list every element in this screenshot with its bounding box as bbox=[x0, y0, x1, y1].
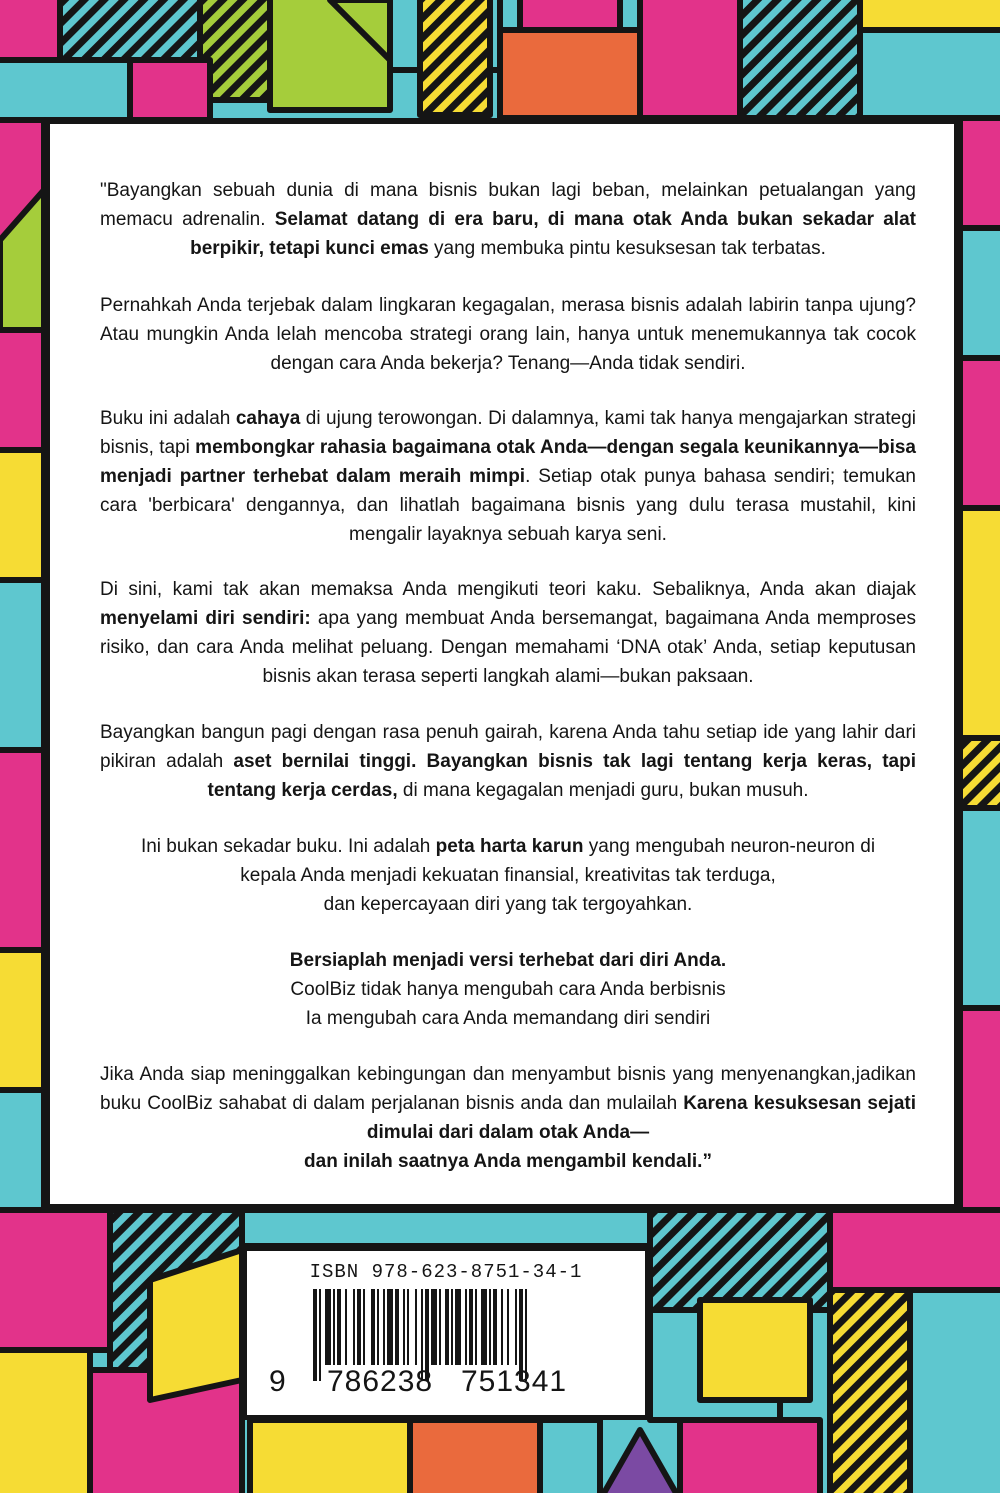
paragraph-8-body: Jika Anda siap meninggalkan kebingungan dan menyambut bisnis yang menyenangkan,jadikan buku CoolBiz sahabat di dalam perjalanan bisnis anda dan mulailah Karena kesuksesan sejati dimulai dari dalam otak Anda— bbox=[100, 1064, 917, 1143]
barcode-bar bbox=[501, 1289, 503, 1365]
paragraph-6-line-2: kepala Anda menjadi kekuatan finansial, kreativitas tak terduga, bbox=[240, 865, 776, 886]
barcode-bar bbox=[387, 1289, 393, 1365]
barcode-bar bbox=[475, 1289, 477, 1365]
barcode-lead-digit: 9 bbox=[269, 1365, 287, 1398]
blurb-paragraph-3: Buku ini adalah cahaya di ujung terowongan. Di dalamnya, kami tak hanya mengajarkan strategi bisnis, tapi membongkar rahasia bagaimana otak Anda—dengan segala keunikannya—bisa menjadi partner terhebat dalam meraih mimpi. Setiap otak punya bahasa sendiri; temukan cara 'berbicara' dengannya, dan lihatlah bagaimana bisnis yang dulu terasa mustahil, kini mengalir layaknya sebuah karya seni. bbox=[100, 408, 917, 545]
blurb-paragraph-6 bbox=[100, 832, 916, 919]
paragraph-7-line-2: CoolBiz tidak hanya mengubah cara Anda berbisnis bbox=[290, 979, 726, 1000]
barcode-digits-right: 751341 bbox=[461, 1365, 568, 1398]
paragraph-7-line-3: Ia mengubah cara Anda memandang diri sendiri bbox=[305, 1008, 711, 1029]
blurb-paragraph-8 bbox=[100, 1060, 916, 1176]
barcode-bar bbox=[515, 1289, 517, 1365]
barcode-bar bbox=[333, 1289, 335, 1365]
barcode-bar bbox=[353, 1289, 355, 1365]
barcode-bar bbox=[363, 1289, 365, 1365]
barcode-bar bbox=[489, 1289, 491, 1365]
barcode-bar bbox=[403, 1289, 405, 1365]
barcode-bar bbox=[507, 1289, 509, 1365]
barcode-bar bbox=[439, 1289, 441, 1365]
isbn-barcode bbox=[242, 1246, 650, 1420]
paragraph-6-line-1: Ini bukan sekadar buku. Ini adalah peta harta karun yang mengubah neuron-neuron di bbox=[140, 836, 876, 857]
barcode-bar bbox=[493, 1289, 497, 1365]
barcode-bar bbox=[431, 1289, 437, 1365]
barcode-bar bbox=[451, 1289, 453, 1365]
barcode-bar bbox=[481, 1289, 487, 1365]
barcode-bar bbox=[325, 1289, 331, 1365]
blurb-paragraph-4: Di sini, kami tak akan memaksa Anda mengikuti teori kaku. Sebaliknya, Anda akan diajak menyelami diri sendiri: apa yang membuat Anda bersemangat, bagaimana Anda memproses risiko, dan cara Anda melihat peluang. Dengan memahami ‘DNA otak’ Anda, setiap keputusan bisnis akan terasa seperti langkah alami—bukan paksaan. bbox=[100, 579, 916, 687]
barcode-bar bbox=[345, 1289, 347, 1365]
barcode-bar bbox=[319, 1289, 321, 1381]
barcode-bar bbox=[469, 1289, 473, 1365]
barcode-bar bbox=[395, 1289, 399, 1365]
barcode-bar bbox=[357, 1289, 361, 1365]
barcode-bar bbox=[415, 1289, 417, 1365]
blurb-paragraph-5: Bayangkan bangun pagi dengan rasa penuh gairah, karena Anda tahu setiap ide yang lahir dari pikiran adalah aset bernilai tinggi. Bayangkan bisnis tak lagi tentang kerja keras, tapi tentang kerja cerdas, di mana kegagalan menjadi guru, bukan musuh. bbox=[100, 722, 916, 801]
blurb-paragraph-2: Pernahkah Anda terjebak dalam lingkaran kegagalan, merasa bisnis adalah labirin tanpa ujung? Atau mungkin Anda lelah mencoba strategi orang lain, hanya untuk menemukannya tak cocok dengan cara Anda bekerja? Tenang—Anda tidak sendiri. bbox=[100, 295, 916, 374]
blurb-text-panel bbox=[44, 118, 960, 1210]
barcode-bar bbox=[337, 1289, 341, 1365]
barcode-digits-left: 786238 bbox=[327, 1365, 434, 1398]
isbn-number: ISBN 978-623-8751-34-1 bbox=[309, 1261, 583, 1283]
barcode-bar bbox=[383, 1289, 385, 1365]
barcode-bar bbox=[407, 1289, 409, 1365]
barcode-bar bbox=[455, 1289, 461, 1365]
blurb-paragraph-1: "Bayangkan sebuah dunia di mana bisnis bukan lagi beban, melainkan petualangan yang memacu adrenalin. Selamat datang di era baru, di mana otak Anda bukan sekadar alat berpikir, tetapi kunci emas yang membuka pintu kesuksesan tak terbatas. bbox=[100, 180, 916, 259]
paragraph-6-line-3: dan kepercayaan diri yang tak tergoyahkan. bbox=[323, 894, 693, 915]
paragraph-8-closing-line: dan inilah saatnya Anda mengambil kendali.” bbox=[304, 1151, 712, 1172]
paragraph-7-headline: Bersiaplah menjadi versi terhebat dari diri Anda. bbox=[289, 950, 727, 971]
blurb-paragraph-7 bbox=[100, 946, 916, 1033]
barcode-bar bbox=[313, 1289, 317, 1381]
barcode-bar bbox=[371, 1289, 375, 1365]
barcode-bar bbox=[445, 1289, 449, 1365]
barcode-bar bbox=[377, 1289, 379, 1365]
barcode-bar bbox=[465, 1289, 467, 1365]
